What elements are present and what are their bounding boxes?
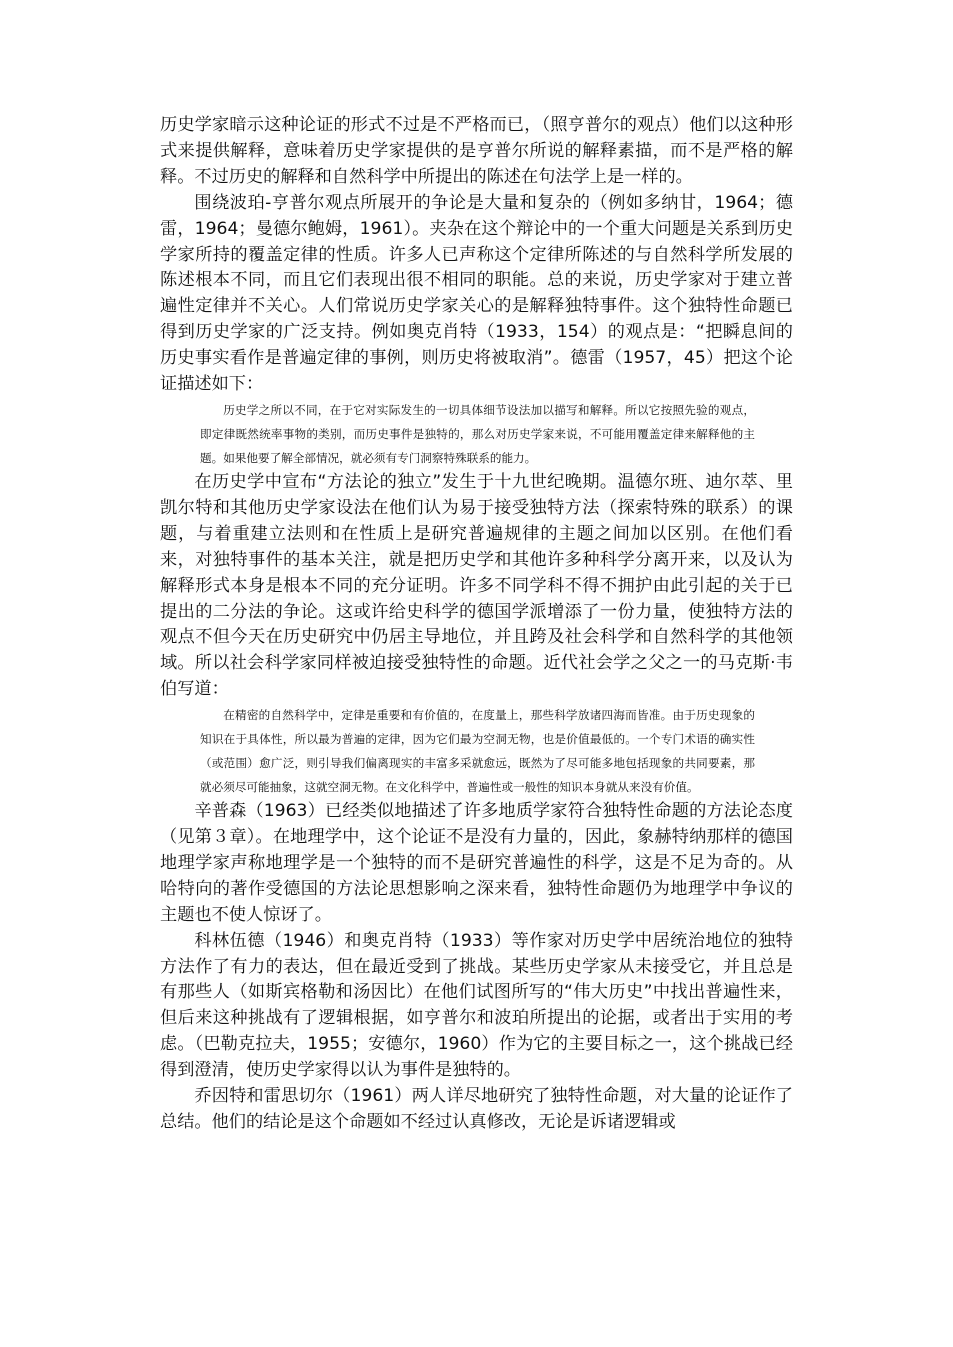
block-quote-weber: 在精密的自然科学中，定律是重要和有价值的，在度量上，那些科学放诸四海而皆准。由于历史现象的知识在于具体性，所以最为普遍的定律，因为它们最为空洞无物，也是价值最低的。一个专门术语的确实性（或范围）愈广泛，则引导我们偏离现实的丰富多采就愈远，既然为了尽可能多地包括现象的共同要素，那就必须尽可能抽象，这就空洞无物。在文化科学中，普遍性或一般性的知识本身就从来没有价值。 — [200, 708, 755, 795]
paragraph-5: 科林伍德（1946）和奥克肖特（1933）等作家对历史学中居统治地位的独特方法作了有力的表达，但在最近受到了挑战。某些历史学家从未接受它，并且总是有那些人（如斯宾格勒和汤因比）在他们试图所写的“伟大历史”中找出普遍性来，但后来这种挑战有了逻辑根据，如亨普尔和波珀所提出的论据，或者出于实用的考虑。（巴勒克拉夫，1955；安德尔，1960）作为它的主要目标之一，这个挑战已经得到澄清，使历史学家得以认为事件是独特的。 — [160, 930, 793, 1081]
document-page — [160, 113, 793, 1136]
paragraph-1: 历史学家暗示这种论证的形式不过是不严格而已，（照亨普尔的观点）他们以这种形式来提供解释，意味着历史学家提供的是亨普尔所说的解释素描，而不是严格的解释。不过历史的解释和自然科学中所提出的陈述在句法学上是一样的。 — [160, 115, 793, 187]
paragraph-2: 围绕波珀-亨普尔观点所展开的争论是大量和复杂的（例如多纳甘，1964；德雷，1964；曼德尔鲍姆，1961）。夹杂在这个辩论中的一个重大问题是关系到历史学家所持的覆盖定律的性质。许多人已声称这个定律所陈述的与自然科学所发展的陈述根本不同，而且它们表现出很不相同的职能。总的来说，历史学家对于建立普遍性定律并不关心。人们常说历史学家关心的是解释独特事件。这个独特性命题已得到历史学家的广泛支持。例如奥克肖特（1933，154）的观点是：“把瞬息间的历史事实看作是普遍定律的事例，则历史将被取消”。德雷（1957，45）把这个论证描述如下： — [160, 192, 793, 395]
block-quote-dray: 历史学之所以不同，在于它对实际发生的一切具体细节设法加以描写和解释。所以它按照先验的观点，即定律既然统率事物的类别，而历史事件是独特的，那么对历史学家来说，不可能用覆盖定律来解释他的主题。如果他要了解全部情况，就必须有专门洞察特殊联系的能力。 — [200, 402, 755, 465]
paragraph-6: 乔因特和雷思切尔（1961）两人详尽地研究了独特性命题，对大量的论证作了总结。他们的结论是这个命题如不经过认真修改，无论是诉诸逻辑或 — [160, 1086, 793, 1132]
paragraph-4: 辛普森（1963）已经类似地描述了许多地质学家符合独特性命题的方法论态度（见第３章）。在地理学中，这个论证不是没有力量的，因此，象赫特纳那样的德国地理学家声称地理学是一个独特的而不是研究普遍性的科学，这是不足为奇的。从哈特向的著作受德国的方法论思想影响之深来看，独特性命题仍为地理学中争议的主题也不使人惊讶了。 — [160, 801, 793, 925]
paragraph-3: 在历史学中宣布“方法论的独立”发生于十九世纪晚期。温德尔班、迪尔萃、里凯尔特和其他历史学家设法在他们认为易于接受独特方法（探索特殊的联系）的课题，与着重建立法则和在性质上是研究普遍规律的主题之间加以区别。在他们看来，对独特事件的基本关注，就是把历史学和其他许多种科学分离开来，以及认为解释形式本身是根本不同的充分证明。许多不同学科不得不拥护由此引起的关于已提出的二分法的争论。这或许给史科学的德国学派增添了一份力量，使独特方法的观点不但今天在历史研究中仍居主导地位，并且跨及社会科学和自然科学的其他领域。所以社会科学家同样被迫接受独特性的命题。近代社会学之父之一的马克斯·韦伯写道： — [160, 471, 793, 700]
